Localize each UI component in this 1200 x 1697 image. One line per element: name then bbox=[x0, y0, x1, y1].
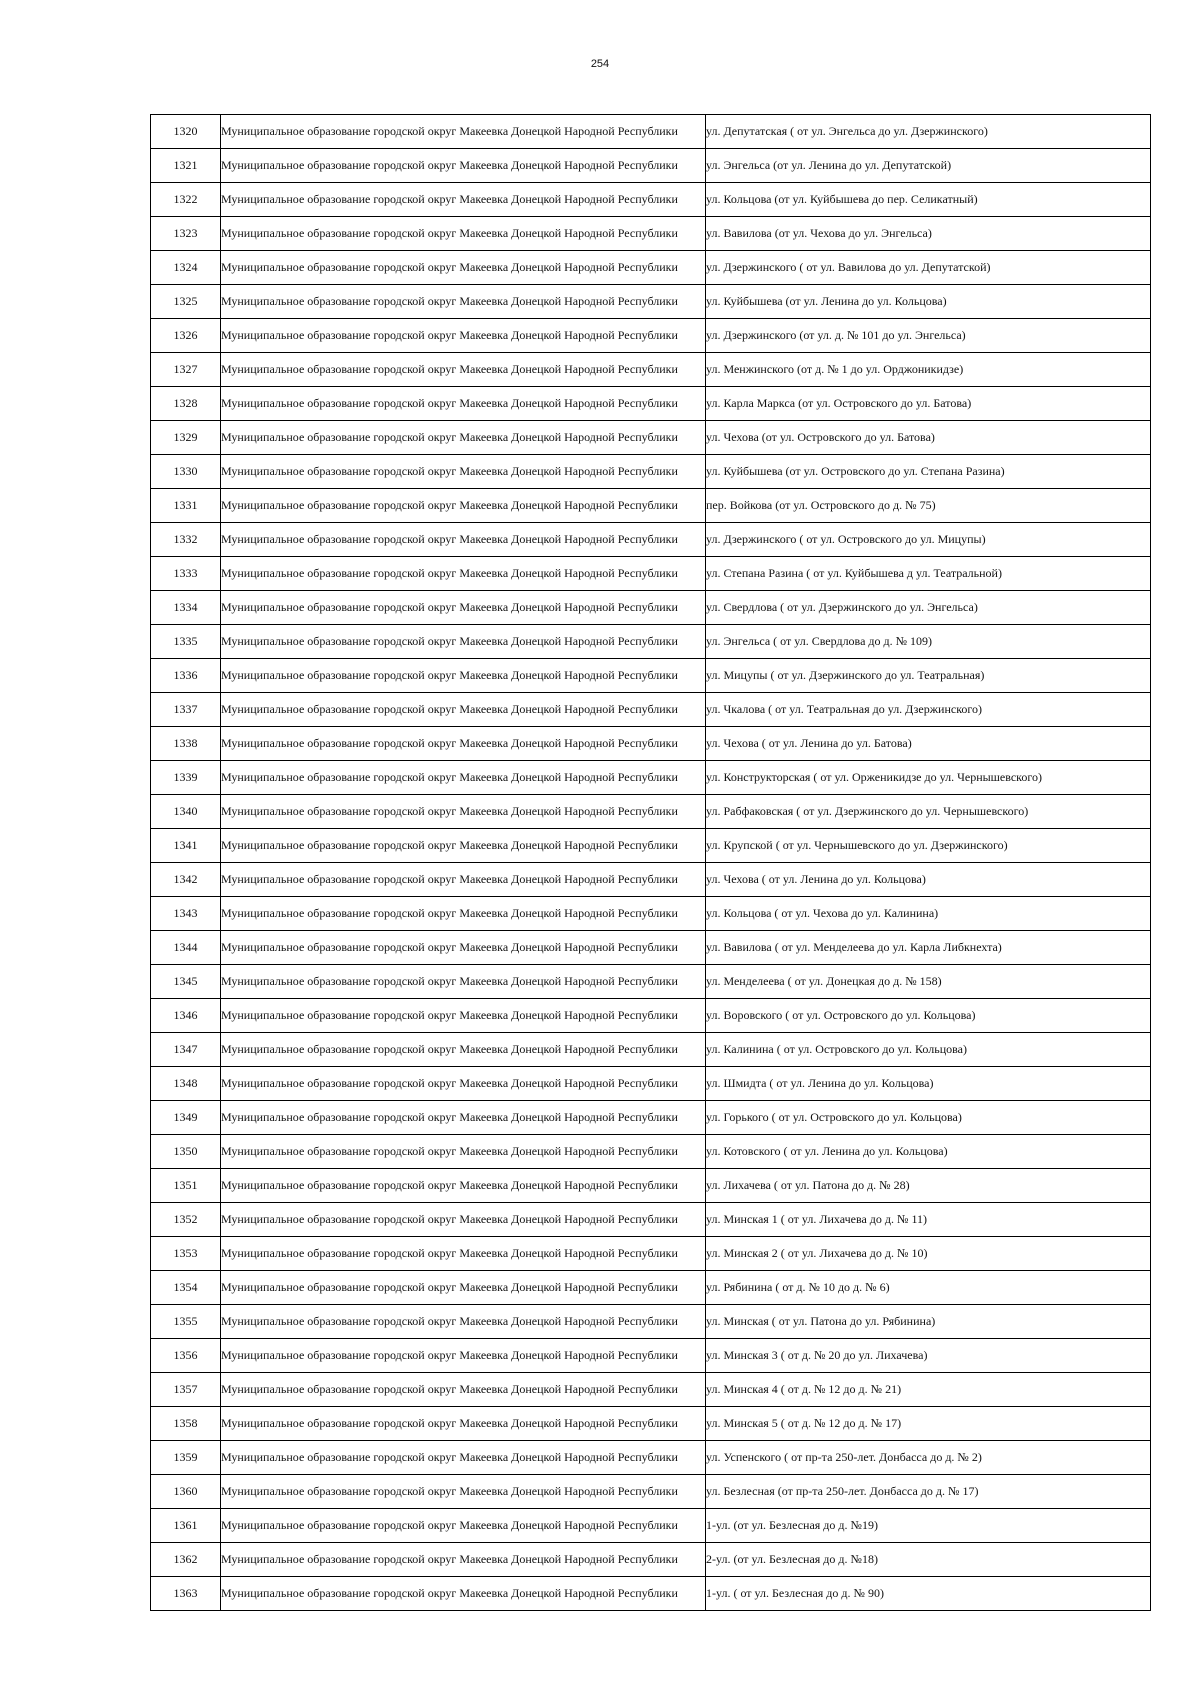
table-row bbox=[151, 1101, 1151, 1135]
street-cell: пер. Войкова (от ул. Островского до д. № 75) bbox=[706, 489, 1151, 523]
table-row bbox=[151, 1237, 1151, 1271]
municipality-cell: Муниципальное образование городской округ Макеевка Донецкой Народной Республики bbox=[221, 387, 706, 421]
row-number: 1334 bbox=[151, 591, 221, 625]
row-number: 1320 bbox=[151, 115, 221, 149]
municipality-cell: Муниципальное образование городской округ Макеевка Донецкой Народной Республики bbox=[221, 489, 706, 523]
row-number: 1332 bbox=[151, 523, 221, 557]
row-number: 1324 bbox=[151, 251, 221, 285]
table-row bbox=[151, 999, 1151, 1033]
table-row bbox=[151, 1135, 1151, 1169]
street-cell: ул. Кольцова (от ул. Куйбышева до пер. Селикатный) bbox=[706, 183, 1151, 217]
municipality-cell: Муниципальное образование городской округ Макеевка Донецкой Народной Республики bbox=[221, 319, 706, 353]
row-number: 1350 bbox=[151, 1135, 221, 1169]
municipality-cell: Муниципальное образование городской округ Макеевка Донецкой Народной Республики bbox=[221, 1101, 706, 1135]
street-cell: ул. Горького ( от ул. Островского до ул. Кольцова) bbox=[706, 1101, 1151, 1135]
municipality-cell: Муниципальное образование городской округ Макеевка Донецкой Народной Республики bbox=[221, 251, 706, 285]
table-row bbox=[151, 1305, 1151, 1339]
table-row bbox=[151, 1475, 1151, 1509]
municipality-cell: Муниципальное образование городской округ Макеевка Донецкой Народной Республики bbox=[221, 829, 706, 863]
municipality-cell: Муниципальное образование городской округ Макеевка Донецкой Народной Республики bbox=[221, 1271, 706, 1305]
municipality-cell: Муниципальное образование городской округ Макеевка Донецкой Народной Республики bbox=[221, 1237, 706, 1271]
table-row bbox=[151, 1543, 1151, 1577]
row-number: 1343 bbox=[151, 897, 221, 931]
street-cell: ул. Конструкторская ( от ул. Орженикидзе до ул. Чернышевского) bbox=[706, 761, 1151, 795]
municipality-cell: Муниципальное образование городской округ Макеевка Донецкой Народной Республики bbox=[221, 761, 706, 795]
table-row bbox=[151, 217, 1151, 251]
municipality-cell: Муниципальное образование городской округ Макеевка Донецкой Народной Республики bbox=[221, 183, 706, 217]
row-number: 1325 bbox=[151, 285, 221, 319]
row-number: 1352 bbox=[151, 1203, 221, 1237]
street-cell: ул. Рабфаковская ( от ул. Дзержинского до ул. Чернышевского) bbox=[706, 795, 1151, 829]
row-number: 1342 bbox=[151, 863, 221, 897]
row-number: 1331 bbox=[151, 489, 221, 523]
street-cell: ул. Карла Маркса (от ул. Островского до ул. Батова) bbox=[706, 387, 1151, 421]
row-number: 1347 bbox=[151, 1033, 221, 1067]
street-cell: ул. Шмидта ( от ул. Ленина до ул. Кольцова) bbox=[706, 1067, 1151, 1101]
street-cell: ул. Кольцова ( от ул. Чехова до ул. Калинина) bbox=[706, 897, 1151, 931]
row-number: 1337 bbox=[151, 693, 221, 727]
table-row bbox=[151, 829, 1151, 863]
municipality-cell: Муниципальное образование городской округ Макеевка Донецкой Народной Республики bbox=[221, 1067, 706, 1101]
row-number: 1349 bbox=[151, 1101, 221, 1135]
municipality-cell: Муниципальное образование городской округ Макеевка Донецкой Народной Республики bbox=[221, 1407, 706, 1441]
municipality-cell: Муниципальное образование городской округ Макеевка Донецкой Народной Республики bbox=[221, 1169, 706, 1203]
street-cell: ул. Менжинского (от д. № 1 до ул. Орджоникидзе) bbox=[706, 353, 1151, 387]
municipality-cell: Муниципальное образование городской округ Макеевка Донецкой Народной Республики bbox=[221, 1577, 706, 1611]
row-number: 1363 bbox=[151, 1577, 221, 1611]
municipality-cell: Муниципальное образование городской округ Макеевка Донецкой Народной Республики bbox=[221, 795, 706, 829]
row-number: 1341 bbox=[151, 829, 221, 863]
table-row bbox=[151, 1441, 1151, 1475]
street-cell: ул. Минская 3 ( от д. № 20 до ул. Лихачева) bbox=[706, 1339, 1151, 1373]
street-cell: ул. Чехова (от ул. Островского до ул. Батова) bbox=[706, 421, 1151, 455]
municipality-cell: Муниципальное образование городской округ Макеевка Донецкой Народной Республики bbox=[221, 115, 706, 149]
street-cell: ул. Дзержинского ( от ул. Островского до ул. Мицупы) bbox=[706, 523, 1151, 557]
street-cell: ул. Энгельса ( от ул. Свердлова до д. № 109) bbox=[706, 625, 1151, 659]
street-cell: 2-ул. (от ул. Безлесная до д. №18) bbox=[706, 1543, 1151, 1577]
municipality-cell: Муниципальное образование городской округ Макеевка Донецкой Народной Республики bbox=[221, 727, 706, 761]
row-number: 1327 bbox=[151, 353, 221, 387]
municipality-cell: Муниципальное образование городской округ Макеевка Донецкой Народной Республики bbox=[221, 591, 706, 625]
table-row bbox=[151, 1067, 1151, 1101]
row-number: 1323 bbox=[151, 217, 221, 251]
street-cell: ул. Воровского ( от ул. Островского до ул. Кольцова) bbox=[706, 999, 1151, 1033]
table-row bbox=[151, 795, 1151, 829]
row-number: 1326 bbox=[151, 319, 221, 353]
table-row bbox=[151, 183, 1151, 217]
table-row bbox=[151, 1509, 1151, 1543]
table-row bbox=[151, 523, 1151, 557]
row-number: 1340 bbox=[151, 795, 221, 829]
row-number: 1360 bbox=[151, 1475, 221, 1509]
table-row bbox=[151, 557, 1151, 591]
row-number: 1354 bbox=[151, 1271, 221, 1305]
row-number: 1328 bbox=[151, 387, 221, 421]
table-row bbox=[151, 659, 1151, 693]
row-number: 1356 bbox=[151, 1339, 221, 1373]
street-cell: ул. Рябинина ( от д. № 10 до д. № 6) bbox=[706, 1271, 1151, 1305]
municipality-cell: Муниципальное образование городской округ Макеевка Донецкой Народной Республики bbox=[221, 1203, 706, 1237]
street-cell: 1-ул. ( от ул. Безлесная до д. № 90) bbox=[706, 1577, 1151, 1611]
row-number: 1345 bbox=[151, 965, 221, 999]
table-row bbox=[151, 149, 1151, 183]
street-cell: ул. Вавилова (от ул. Чехова до ул. Энгельса) bbox=[706, 217, 1151, 251]
registry-table bbox=[150, 114, 1151, 1611]
table-row bbox=[151, 1271, 1151, 1305]
table-row bbox=[151, 863, 1151, 897]
street-cell: ул. Чехова ( от ул. Ленина до ул. Батова) bbox=[706, 727, 1151, 761]
row-number: 1362 bbox=[151, 1543, 221, 1577]
municipality-cell: Муниципальное образование городской округ Макеевка Донецкой Народной Республики bbox=[221, 1543, 706, 1577]
municipality-cell: Муниципальное образование городской округ Макеевка Донецкой Народной Республики bbox=[221, 897, 706, 931]
municipality-cell: Муниципальное образование городской округ Макеевка Донецкой Народной Республики bbox=[221, 625, 706, 659]
street-cell: ул. Дзержинского ( от ул. Вавилова до ул. Депутатской) bbox=[706, 251, 1151, 285]
row-number: 1353 bbox=[151, 1237, 221, 1271]
street-cell: ул. Котовского ( от ул. Ленина до ул. Кольцова) bbox=[706, 1135, 1151, 1169]
row-number: 1338 bbox=[151, 727, 221, 761]
municipality-cell: Муниципальное образование городской округ Макеевка Донецкой Народной Республики bbox=[221, 1339, 706, 1373]
municipality-cell: Муниципальное образование городской округ Макеевка Донецкой Народной Республики bbox=[221, 931, 706, 965]
table-row bbox=[151, 421, 1151, 455]
table-row bbox=[151, 1033, 1151, 1067]
municipality-cell: Муниципальное образование городской округ Макеевка Донецкой Народной Республики bbox=[221, 863, 706, 897]
row-number: 1359 bbox=[151, 1441, 221, 1475]
table-row bbox=[151, 591, 1151, 625]
table-row bbox=[151, 1339, 1151, 1373]
row-number: 1357 bbox=[151, 1373, 221, 1407]
row-number: 1346 bbox=[151, 999, 221, 1033]
row-number: 1344 bbox=[151, 931, 221, 965]
municipality-cell: Муниципальное образование городской округ Макеевка Донецкой Народной Республики bbox=[221, 1441, 706, 1475]
row-number: 1321 bbox=[151, 149, 221, 183]
table-row bbox=[151, 1169, 1151, 1203]
street-cell: ул. Минская 4 ( от д. № 12 до д. № 21) bbox=[706, 1373, 1151, 1407]
street-cell: ул. Лихачева ( от ул. Патона до д. № 28) bbox=[706, 1169, 1151, 1203]
table-row bbox=[151, 353, 1151, 387]
municipality-cell: Муниципальное образование городской округ Макеевка Донецкой Народной Республики bbox=[221, 1475, 706, 1509]
street-cell: ул. Куйбышева (от ул. Ленина до ул. Кольцова) bbox=[706, 285, 1151, 319]
row-number: 1361 bbox=[151, 1509, 221, 1543]
street-cell: ул. Чехова ( от ул. Ленина до ул. Кольцова) bbox=[706, 863, 1151, 897]
row-number: 1333 bbox=[151, 557, 221, 591]
table-row bbox=[151, 251, 1151, 285]
table-row bbox=[151, 931, 1151, 965]
table-row bbox=[151, 489, 1151, 523]
street-cell: ул. Успенского ( от пр-та 250-лет. Донбасса до д. № 2) bbox=[706, 1441, 1151, 1475]
street-cell: 1-ул. (от ул. Безлесная до д. №19) bbox=[706, 1509, 1151, 1543]
municipality-cell: Муниципальное образование городской округ Макеевка Донецкой Народной Республики bbox=[221, 149, 706, 183]
registry-table-body bbox=[151, 115, 1151, 1611]
row-number: 1358 bbox=[151, 1407, 221, 1441]
table-row bbox=[151, 285, 1151, 319]
table-row bbox=[151, 115, 1151, 149]
table-row bbox=[151, 965, 1151, 999]
table-row bbox=[151, 1407, 1151, 1441]
municipality-cell: Муниципальное образование городской округ Макеевка Донецкой Народной Республики bbox=[221, 693, 706, 727]
street-cell: ул. Депутатская ( от ул. Энгельса до ул. Дзержинского) bbox=[706, 115, 1151, 149]
row-number: 1335 bbox=[151, 625, 221, 659]
municipality-cell: Муниципальное образование городской округ Макеевка Донецкой Народной Республики bbox=[221, 965, 706, 999]
page-number: 254 bbox=[590, 58, 610, 70]
row-number: 1351 bbox=[151, 1169, 221, 1203]
municipality-cell: Муниципальное образование городской округ Макеевка Донецкой Народной Республики bbox=[221, 421, 706, 455]
street-cell: ул. Мицупы ( от ул. Дзержинского до ул. Театральная) bbox=[706, 659, 1151, 693]
municipality-cell: Муниципальное образование городской округ Макеевка Донецкой Народной Республики bbox=[221, 1305, 706, 1339]
municipality-cell: Муниципальное образование городской округ Макеевка Донецкой Народной Республики bbox=[221, 1033, 706, 1067]
row-number: 1339 bbox=[151, 761, 221, 795]
street-cell: ул. Степана Разина ( от ул. Куйбышева д ул. Театральной) bbox=[706, 557, 1151, 591]
municipality-cell: Муниципальное образование городской округ Макеевка Донецкой Народной Республики bbox=[221, 353, 706, 387]
row-number: 1355 bbox=[151, 1305, 221, 1339]
row-number: 1330 bbox=[151, 455, 221, 489]
street-cell: ул. Минская ( от ул. Патона до ул. Рябинина) bbox=[706, 1305, 1151, 1339]
municipality-cell: Муниципальное образование городской округ Макеевка Донецкой Народной Республики bbox=[221, 217, 706, 251]
table-row bbox=[151, 727, 1151, 761]
street-cell: ул. Минская 2 ( от ул. Лихачева до д. № 10) bbox=[706, 1237, 1151, 1271]
municipality-cell: Муниципальное образование городской округ Макеевка Донецкой Народной Республики bbox=[221, 557, 706, 591]
row-number: 1322 bbox=[151, 183, 221, 217]
street-cell: ул. Дзержинского (от ул. д. № 101 до ул. Энгельса) bbox=[706, 319, 1151, 353]
municipality-cell: Муниципальное образование городской округ Макеевка Донецкой Народной Республики bbox=[221, 285, 706, 319]
street-cell: ул. Вавилова ( от ул. Менделеева до ул. Карла Либкнехта) bbox=[706, 931, 1151, 965]
street-cell: ул. Энгельса (от ул. Ленина до ул. Депутатской) bbox=[706, 149, 1151, 183]
table-row bbox=[151, 1577, 1151, 1611]
municipality-cell: Муниципальное образование городской округ Макеевка Донецкой Народной Республики bbox=[221, 455, 706, 489]
row-number: 1329 bbox=[151, 421, 221, 455]
table-row bbox=[151, 319, 1151, 353]
municipality-cell: Муниципальное образование городской округ Макеевка Донецкой Народной Республики bbox=[221, 523, 706, 557]
municipality-cell: Муниципальное образование городской округ Макеевка Донецкой Народной Республики bbox=[221, 1373, 706, 1407]
table-row bbox=[151, 761, 1151, 795]
table-row bbox=[151, 897, 1151, 931]
table-row bbox=[151, 1373, 1151, 1407]
street-cell: ул. Калинина ( от ул. Островского до ул. Кольцова) bbox=[706, 1033, 1151, 1067]
row-number: 1336 bbox=[151, 659, 221, 693]
street-cell: ул. Свердлова ( от ул. Дзержинского до ул. Энгельса) bbox=[706, 591, 1151, 625]
table-row bbox=[151, 625, 1151, 659]
municipality-cell: Муниципальное образование городской округ Макеевка Донецкой Народной Республики bbox=[221, 1135, 706, 1169]
municipality-cell: Муниципальное образование городской округ Макеевка Донецкой Народной Республики bbox=[221, 659, 706, 693]
street-cell: ул. Чкалова ( от ул. Театральная до ул. Дзержинского) bbox=[706, 693, 1151, 727]
street-cell: ул. Минская 5 ( от д. № 12 до д. № 17) bbox=[706, 1407, 1151, 1441]
table-row bbox=[151, 693, 1151, 727]
table-row bbox=[151, 455, 1151, 489]
street-cell: ул. Куйбышева (от ул. Островского до ул. Степана Разина) bbox=[706, 455, 1151, 489]
street-cell: ул. Минская 1 ( от ул. Лихачева до д. № 11) bbox=[706, 1203, 1151, 1237]
municipality-cell: Муниципальное образование городской округ Макеевка Донецкой Народной Республики bbox=[221, 1509, 706, 1543]
street-cell: ул. Менделеева ( от ул. Донецкая до д. № 158) bbox=[706, 965, 1151, 999]
row-number: 1348 bbox=[151, 1067, 221, 1101]
table-row bbox=[151, 1203, 1151, 1237]
street-cell: ул. Крупской ( от ул. Чернышевского до ул. Дзержинского) bbox=[706, 829, 1151, 863]
municipality-cell: Муниципальное образование городской округ Макеевка Донецкой Народной Республики bbox=[221, 999, 706, 1033]
table-row bbox=[151, 387, 1151, 421]
street-cell: ул. Безлесная (от пр-та 250-лет. Донбасса до д. № 17) bbox=[706, 1475, 1151, 1509]
